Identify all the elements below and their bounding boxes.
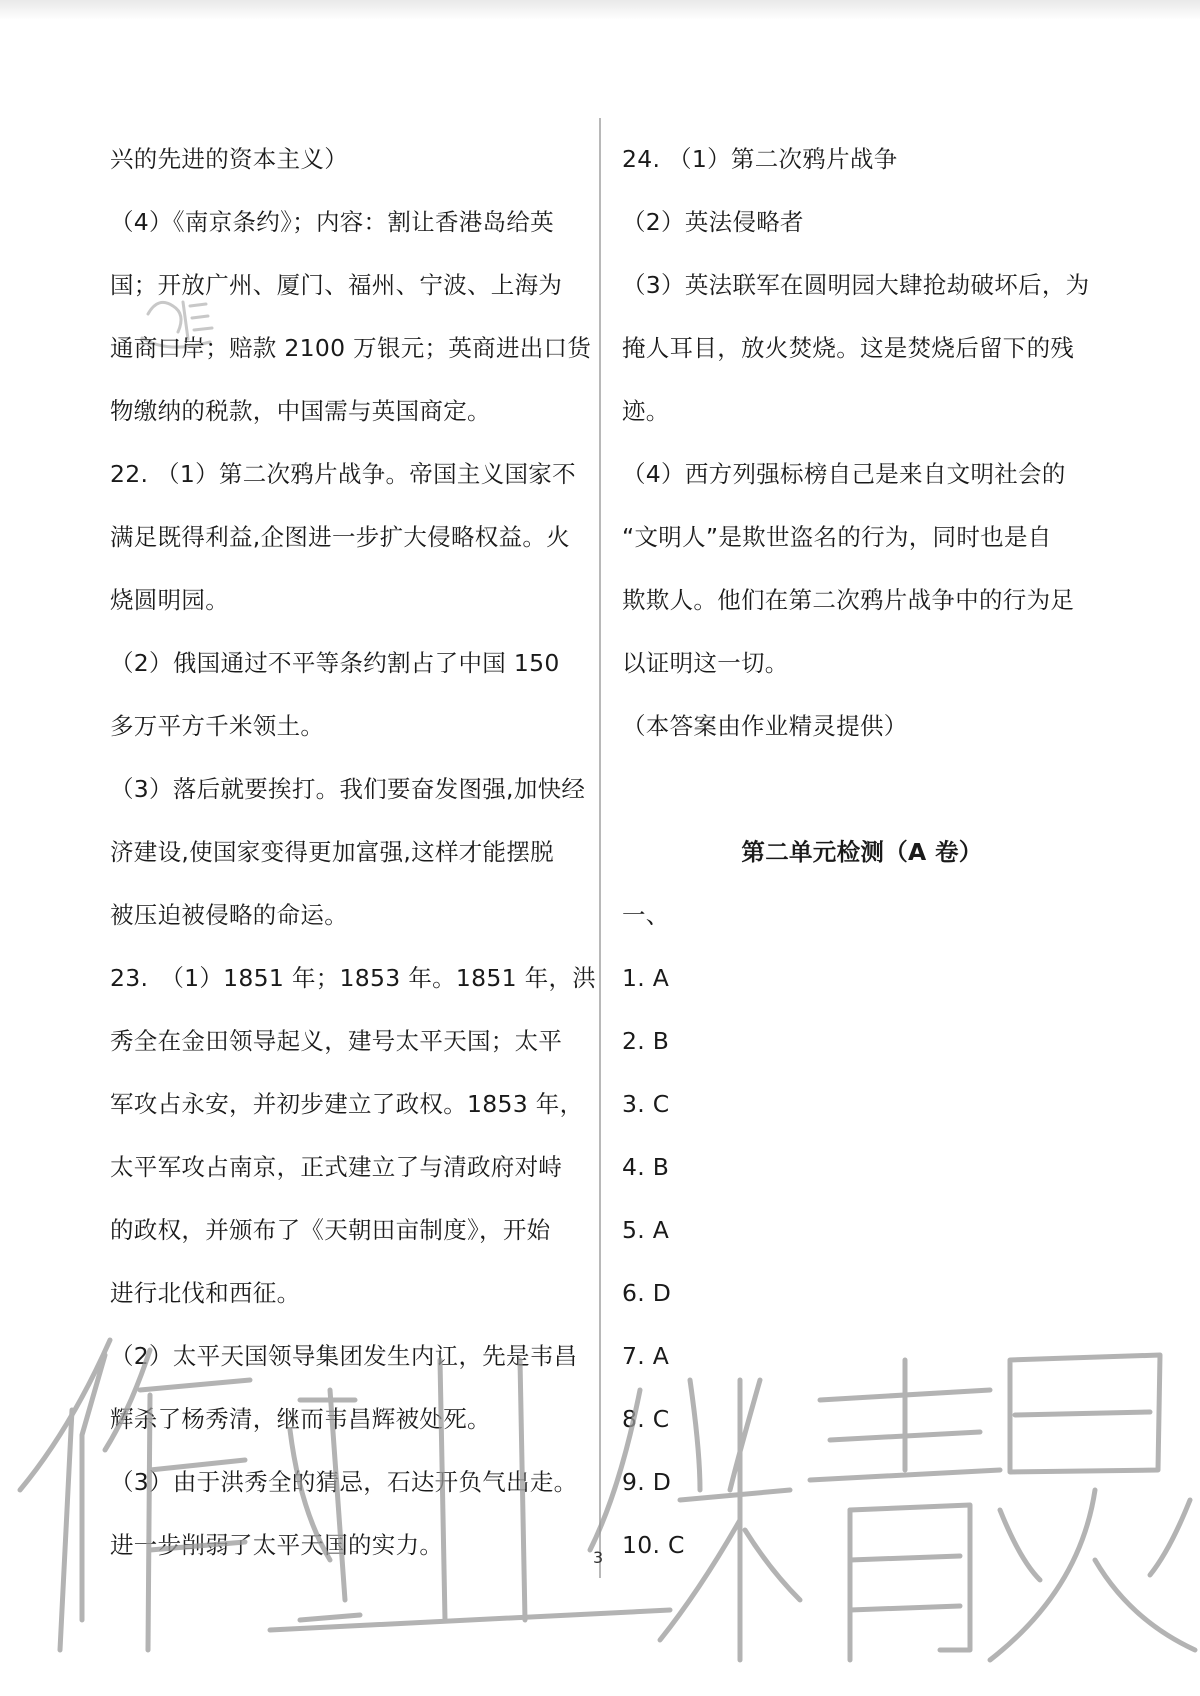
text-line: 掩人耳目，放火焚烧。这是焚烧后留下的残 bbox=[622, 334, 1075, 362]
text-line: “文明人”是欺世盗名的行为，同时也是自 bbox=[622, 523, 1052, 551]
text-line: 22. （1）第二次鸦片战争。帝国主义国家不 bbox=[110, 460, 576, 488]
text-line: 太平军攻占南京，正式建立了与清政府对峙 bbox=[110, 1153, 563, 1181]
scan-top-edge bbox=[0, 0, 1200, 20]
text-line: （3）英法联军在圆明园大肆抢劫破坏后，为 bbox=[622, 271, 1090, 299]
answer-item: 6. D bbox=[622, 1279, 672, 1307]
text-line: （2）太平天国领导集团发生内讧，先是韦昌 bbox=[110, 1342, 578, 1370]
text-line: 迹。 bbox=[622, 397, 670, 425]
text-line: 国；开放广州、厦门、福州、宁波、上海为 bbox=[110, 271, 563, 299]
text-line: （2）英法侵略者 bbox=[622, 208, 804, 236]
text-line: 多万平方千米领土。 bbox=[110, 712, 325, 740]
text-line: 烧圆明园。 bbox=[110, 586, 229, 614]
answer-item: 5. A bbox=[622, 1216, 670, 1244]
text-line: 辉杀了杨秀清，继而韦昌辉被处死。 bbox=[110, 1405, 491, 1433]
text-line: 被压迫被侵略的命运。 bbox=[110, 901, 348, 929]
answer-item: 10. C bbox=[622, 1531, 685, 1559]
text-line: 秀全在金田领导起义，建号太平天国；太平 bbox=[110, 1027, 563, 1055]
answer-item: 1. A bbox=[622, 964, 670, 992]
text-line: 兴的先进的资本主义） bbox=[110, 145, 348, 173]
answer-item: 8. C bbox=[622, 1405, 670, 1433]
page-number: 3 bbox=[593, 1548, 604, 1567]
text-line: （4）西方列强标榜自己是来自文明社会的 bbox=[622, 460, 1066, 488]
section-title: 第二单元检测（A 卷） bbox=[741, 838, 983, 866]
text-line: 军攻占永安，并初步建立了政权。1853 年， bbox=[110, 1090, 584, 1118]
column-divider bbox=[599, 118, 601, 1578]
text-line: 满足既得利益,企图进一步扩大侵略权益。火 bbox=[110, 523, 570, 551]
text-line: （3）由于洪秀全的猜忌，石达开负气出走。 bbox=[110, 1468, 578, 1496]
text-line: 以证明这一切。 bbox=[622, 649, 789, 677]
right-column bbox=[622, 128, 1102, 1577]
answer-item: 2. B bbox=[622, 1027, 670, 1055]
text-line: 通商口岸；赔款 2100 万银元；英商进出口货 bbox=[110, 334, 592, 362]
answer-item: 4. B bbox=[622, 1153, 670, 1181]
text-line: 24. （1）第二次鸦片战争 bbox=[622, 145, 898, 173]
text-line: （3）落后就要挨打。我们要奋发图强,加快经 bbox=[110, 775, 586, 803]
text-line: 济建设,使国家变得更加富强,这样才能摆脱 bbox=[110, 838, 554, 866]
text-line: 的政权，并颁布了《天朝田亩制度》，开始 bbox=[110, 1216, 551, 1244]
text-line: 欺欺人。他们在第二次鸦片战争中的行为足 bbox=[622, 586, 1075, 614]
left-column bbox=[110, 128, 597, 1577]
text-line: 物缴纳的税款，中国需与英国商定。 bbox=[110, 397, 491, 425]
text-line: 23. （1）1851 年；1853 年。1851 年，洪 bbox=[110, 964, 597, 992]
answer-item: 9. D bbox=[622, 1468, 672, 1496]
text-line: （2）俄国通过不平等条约割占了中国 150 bbox=[110, 649, 560, 677]
section-spacer bbox=[622, 758, 1102, 821]
text-line: （本答案由作业精灵提供） bbox=[622, 712, 908, 740]
answer-item: 7. A bbox=[622, 1342, 670, 1370]
text-line: 进行北伐和西征。 bbox=[110, 1279, 301, 1307]
text-line: 进一步削弱了太平天国的实力。 bbox=[110, 1531, 444, 1559]
text-line: （4）《南京条约》；内容：割让香港岛给英 bbox=[110, 208, 554, 236]
answer-item: 3. C bbox=[622, 1090, 670, 1118]
section-heading: 一、 bbox=[622, 901, 670, 929]
